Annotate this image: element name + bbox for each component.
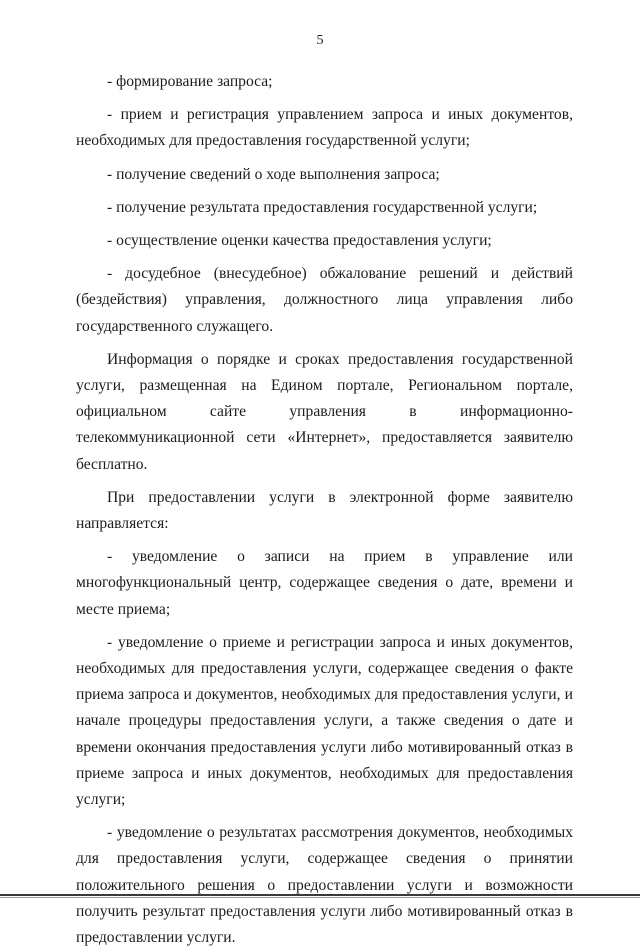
paragraph-information-free: Информация о порядке и сроках предоставления государственной услуги, размещенная на Едином портале, Региональном портале, официальном сайте управления в информационно-телекоммуникационной сети «Интернет», предоставляется заявителю бесплатно.	[76, 350, 573, 473]
paragraph-quality-assessment: - осуществление оценки качества предоставления услуги;	[107, 232, 492, 250]
paragraph-results-notice: - уведомление о результатах рассмотрения документов, необходимых для предоставления услуги, содержащее сведения о принятии положительного решения о предоставлении услуги и возможности получить результат предоставления услуги либо мотивированный отказ в предоставлении услуги.	[76, 824, 573, 947]
paragraph-result-receipt: - получение результата предоставления государственной услуги;	[107, 198, 538, 216]
paragraph-progress-info: - получение сведений о ходе выполнения запроса;	[107, 165, 440, 183]
bottom-scan-edge	[0, 894, 640, 896]
document-body	[76, 69, 573, 951]
paragraph-appointment-notice: - уведомление о записи на прием в управление или многофункциональный центр, содержащее сведения о дате, времени и месте приема;	[76, 548, 573, 618]
paragraph-electronic-form: При предоставлении услуги в электронной форме заявителю направляется:	[76, 488, 573, 533]
paragraph-registration-notice: - уведомление о приеме и регистрации запроса и иных документов, необходимых для предоставления услуги, содержащее сведения о факте приема запроса и документов, необходимых для предоставления услуги, и начале процедуры предоставления услуги, а также сведения о дате и времени окончания предоставления услуги либо мотивированный отказ в приеме запроса и иных документов, необходимых для предоставления услуги;	[76, 633, 573, 809]
paragraph-pretrial-appeal: - досудебное (внесудебное) обжалование решений и действий (бездействия) управления, должностного лица управления либо государственного служащего.	[76, 265, 573, 335]
page-number: 5	[316, 33, 324, 48]
bottom-scan-edge-shadow	[0, 897, 640, 898]
paragraph-request-formation: - формирование запроса;	[107, 73, 273, 90]
paragraph-request-registration: - прием и регистрация управлением запроса и иных документов, необходимых для предоставления государственной услуги;	[76, 106, 573, 150]
